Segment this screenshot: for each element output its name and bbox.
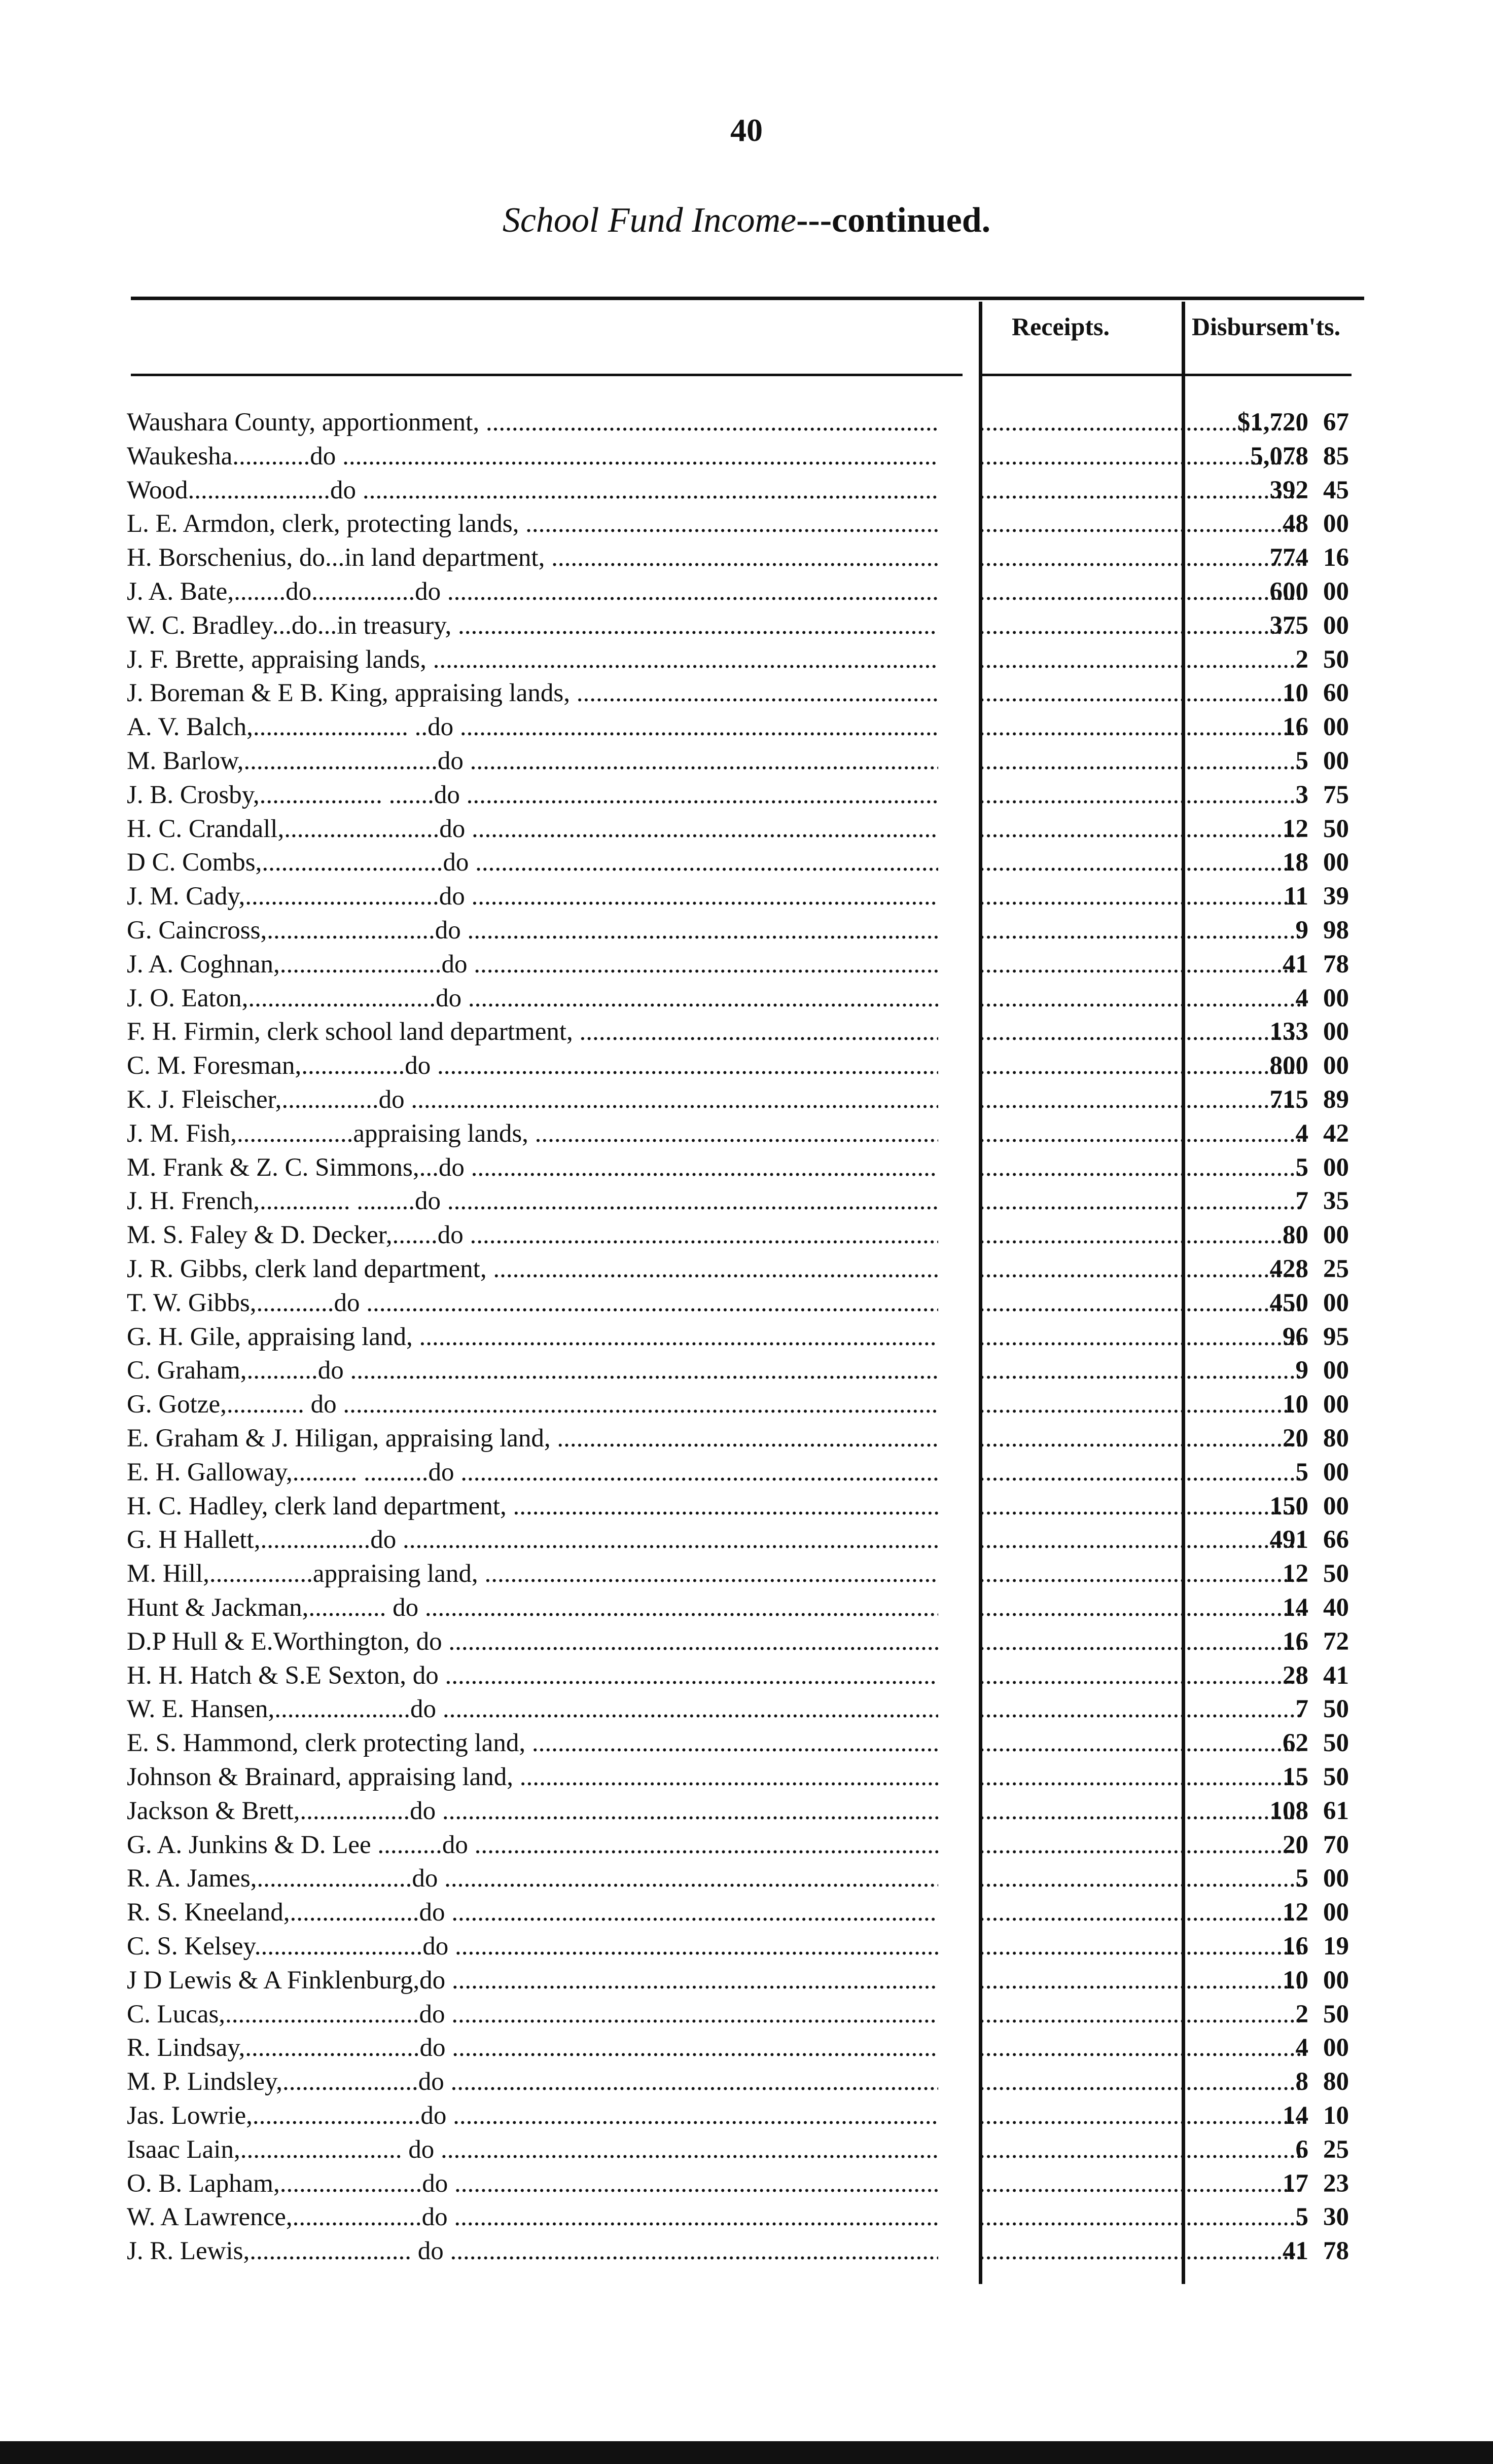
amount-cents: 23	[1323, 2169, 1349, 2198]
table-row	[127, 1659, 1369, 1692]
payee-name: E. S. Hammond, clerk protecting land, .....	[127, 1726, 938, 1760]
payee-name: J. A. Bate,........do................do .....	[127, 575, 938, 608]
table-row	[127, 1015, 1369, 1048]
payee-name: Waukesha............do .....	[127, 440, 938, 473]
payee-name: Hunt & Jackman,............ do .....	[127, 1591, 938, 1624]
table-row	[127, 507, 1369, 540]
amount-dollars: 10	[1283, 679, 1308, 707]
payee-name: W. C. Bradley...do...in treasury, .....	[127, 609, 938, 642]
table-row	[127, 1862, 1369, 1895]
amount-dollars: 9	[1295, 916, 1308, 945]
disbursements-header: Disbursem'ts.	[1192, 312, 1341, 341]
disbursement-amount	[1192, 1015, 1349, 1048]
amount-dollars: 392	[1269, 476, 1308, 504]
disbursement-amount	[1192, 440, 1349, 473]
disbursement-amount	[1192, 914, 1349, 947]
table-row	[127, 1320, 1369, 1354]
amount-cents: 80	[1323, 1424, 1349, 1453]
table-row	[127, 1523, 1369, 1556]
disbursement-amount	[1192, 1523, 1349, 1556]
amount-cents: 00	[1323, 2034, 1349, 2062]
table-row	[127, 575, 1369, 608]
amount-dollars: 133	[1269, 1018, 1308, 1046]
payee-name: Jas. Lowrie,..........................do .....	[127, 2099, 938, 2132]
disbursement-amount	[1192, 1354, 1349, 1387]
disbursement-amount	[1192, 1557, 1349, 1590]
amount-cents: 00	[1323, 1052, 1349, 1080]
amount-dollars: 20	[1283, 1831, 1308, 1859]
amount-dollars: 10	[1283, 1390, 1308, 1419]
disbursement-amount	[1192, 1625, 1349, 1658]
amount-cents: 50	[1323, 1695, 1349, 1723]
amount-cents: 00	[1323, 1898, 1349, 1927]
disbursement-amount	[1192, 1320, 1349, 1354]
table-row	[127, 406, 1369, 439]
disbursement-amount	[1192, 1286, 1349, 1320]
payee-name: A. V. Balch,........................ ..do .....	[127, 710, 938, 744]
title-continued: ---continued.	[796, 201, 991, 240]
amount-dollars: $1,720	[1237, 408, 1308, 437]
disbursement-amount	[1192, 1794, 1349, 1828]
payee-name: J. R. Lewis,......................... do .....	[127, 2234, 938, 2268]
amount-cents: 50	[1323, 2000, 1349, 2028]
amount-dollars: 715	[1269, 1085, 1308, 1114]
amount-dollars: 428	[1269, 1255, 1308, 1283]
payee-name: H. Borschenius, do...in land department, .....	[127, 541, 938, 574]
payee-name: H. C. Crandall,........................do .....	[127, 812, 938, 846]
payee-name: R. A. James,........................do .....	[127, 1862, 938, 1895]
amount-dollars: 9	[1295, 1356, 1308, 1385]
amount-dollars: 80	[1283, 1221, 1308, 1249]
amount-cents: 25	[1323, 2135, 1349, 2164]
amount-dollars: 108	[1269, 1797, 1308, 1825]
payee-name: J. Boreman & E B. King, appraising lands, .....	[127, 676, 938, 710]
amount-dollars: 12	[1283, 1560, 1308, 1588]
amount-dollars: 4	[1295, 1119, 1308, 1148]
table-row	[127, 1286, 1369, 1320]
disbursement-amount	[1192, 1252, 1349, 1286]
amount-cents: 72	[1323, 1627, 1349, 1656]
amount-dollars: 11	[1284, 882, 1308, 911]
payee-name: C. M. Foresman,................do .....	[127, 1049, 938, 1082]
payee-name: D C. Combs,............................do .....	[127, 846, 938, 879]
amount-cents: 42	[1323, 1119, 1349, 1148]
payee-name: Waushara County, apportionment, .....	[127, 406, 938, 439]
payee-name: J. H. French,.............. .........do .....	[127, 1184, 938, 1218]
amount-dollars: 375	[1269, 611, 1308, 640]
payee-name: O. B. Lapham,......................do .....	[127, 2167, 938, 2200]
table-row	[127, 1998, 1369, 2031]
amount-cents: 35	[1323, 1187, 1349, 1215]
amount-dollars: 6	[1295, 2135, 1308, 2164]
table-row	[127, 710, 1369, 744]
table-row	[127, 2200, 1369, 2234]
payee-name: M. P. Lindsley,.....................do .....	[127, 2065, 938, 2098]
amount-cents: 50	[1323, 1729, 1349, 1757]
table-top-rule	[131, 297, 1364, 300]
amount-dollars: 41	[1283, 950, 1308, 979]
amount-cents: 00	[1323, 1458, 1349, 1487]
amount-cents: 50	[1323, 1763, 1349, 1791]
amount-cents: 50	[1323, 815, 1349, 843]
amount-cents: 16	[1323, 543, 1349, 572]
amount-cents: 00	[1323, 1018, 1349, 1046]
amount-cents: 00	[1323, 713, 1349, 741]
payee-name: D.P Hull & E.Worthington, do .....	[127, 1625, 938, 1658]
table-row	[127, 1083, 1369, 1116]
amount-cents: 75	[1323, 781, 1349, 809]
disbursement-amount	[1192, 744, 1349, 778]
payee-name: M. Hill,................appraising land, .....	[127, 1557, 938, 1590]
disbursement-amount	[1192, 507, 1349, 540]
payee-name: E. H. Galloway,.......... ..........do .....	[127, 1456, 938, 1489]
amount-dollars: 14	[1283, 2101, 1308, 2130]
table-row	[127, 914, 1369, 947]
payee-name: J. M. Cady,..............................do .....	[127, 880, 938, 913]
disbursement-amount	[1192, 1388, 1349, 1421]
table-row	[127, 1794, 1369, 1828]
disbursement-amount	[1192, 609, 1349, 642]
amount-dollars: 2	[1295, 2000, 1308, 2028]
disbursement-amount	[1192, 1049, 1349, 1082]
amount-cents: 00	[1323, 611, 1349, 640]
amount-dollars: 7	[1295, 1695, 1308, 1723]
table-row	[127, 1557, 1369, 1590]
disbursement-amount	[1192, 2133, 1349, 2166]
payee-name: T. W. Gibbs,............do .....	[127, 1286, 938, 1320]
amount-cents: 66	[1323, 1526, 1349, 1554]
amount-dollars: 450	[1269, 1289, 1308, 1317]
payee-name: R. S. Kneeland,....................do .....	[127, 1896, 938, 1929]
table-row	[127, 474, 1369, 507]
payee-name: W. E. Hansen,.....................do .....	[127, 1692, 938, 1726]
amount-cents: 41	[1323, 1661, 1349, 1690]
payee-name: J. M. Fish,..................appraising lands, .....	[127, 1117, 938, 1150]
amount-cents: 00	[1323, 1390, 1349, 1419]
amount-dollars: 774	[1269, 543, 1308, 572]
amount-dollars: 5	[1295, 1153, 1308, 1182]
amount-dollars: 3	[1295, 781, 1308, 809]
amount-dollars: 150	[1269, 1492, 1308, 1520]
amount-cents: 61	[1323, 1797, 1349, 1825]
payee-name: Johnson & Brainard, appraising land, .....	[127, 1760, 938, 1794]
payee-name: H. C. Hadley, clerk land department, .....	[127, 1490, 938, 1523]
amount-cents: 00	[1323, 1864, 1349, 1893]
table-row	[127, 2133, 1369, 2166]
table-row	[127, 1184, 1369, 1218]
amount-dollars: 5	[1295, 747, 1308, 775]
payee-name: J. B. Crosby,................... .......do .....	[127, 778, 938, 812]
disbursement-amount	[1192, 880, 1349, 913]
payee-name: H. H. Hatch & S.E Sexton, do .....	[127, 1659, 938, 1692]
disbursement-amount	[1192, 2065, 1349, 2098]
table-row	[127, 2234, 1369, 2268]
page-number: 40	[730, 112, 763, 148]
amount-dollars: 62	[1283, 1729, 1308, 1757]
scan-edge-bar	[0, 2441, 1493, 2464]
amount-dollars: 4	[1295, 2034, 1308, 2062]
table-row	[127, 609, 1369, 642]
table-row	[127, 1388, 1369, 1421]
table-row	[127, 880, 1369, 913]
payee-name: G. Caincross,..........................do .....	[127, 914, 938, 947]
amount-dollars: 5,078	[1250, 442, 1308, 470]
table-row	[127, 1490, 1369, 1523]
amount-dollars: 600	[1269, 577, 1308, 606]
amount-cents: 25	[1323, 1255, 1349, 1283]
disbursement-amount	[1192, 676, 1349, 710]
amount-cents: 00	[1323, 510, 1349, 538]
table-row	[127, 1930, 1369, 1963]
payee-name: Isaac Lain,......................... do .....	[127, 2133, 938, 2166]
table-row	[127, 2099, 1369, 2132]
table-row	[127, 2031, 1369, 2064]
payee-name: J. O. Eaton,.............................do .....	[127, 982, 938, 1015]
disbursement-amount	[1192, 1591, 1349, 1624]
disbursement-amount	[1192, 1184, 1349, 1218]
table-row	[127, 1726, 1369, 1760]
amount-dollars: 20	[1283, 1424, 1308, 1453]
amount-dollars: 15	[1283, 1763, 1308, 1791]
table-row	[127, 2167, 1369, 2200]
amount-dollars: 800	[1269, 1052, 1308, 1080]
table-row	[127, 676, 1369, 710]
disbursement-amount	[1192, 846, 1349, 879]
payee-name: G. H. Gile, appraising land, .....	[127, 1320, 938, 1354]
amount-cents: 00	[1323, 1289, 1349, 1317]
disbursement-amount	[1192, 1964, 1349, 1997]
payee-name: W. A Lawrence,....................do .....	[127, 2200, 938, 2234]
receipts-header: Receipts.	[1012, 312, 1110, 341]
disbursement-amount	[1192, 1760, 1349, 1794]
table-row	[127, 812, 1369, 846]
payee-name: J. A. Coghnan,.........................do .....	[127, 948, 938, 981]
disbursement-amount	[1192, 1151, 1349, 1184]
amount-dollars: 17	[1283, 2169, 1308, 2198]
disbursement-amount	[1192, 710, 1349, 744]
amount-dollars: 12	[1283, 815, 1308, 843]
amount-cents: 50	[1323, 1560, 1349, 1588]
header-bottom-rule-right	[981, 374, 1352, 376]
disbursement-amount	[1192, 982, 1349, 1015]
disbursement-amount	[1192, 1998, 1349, 2031]
payee-name: M. Frank & Z. C. Simmons,...do .....	[127, 1151, 938, 1184]
header-bottom-rule-left	[131, 374, 963, 376]
amount-dollars: 491	[1269, 1526, 1308, 1554]
amount-dollars: 28	[1283, 1661, 1308, 1690]
disbursement-amount	[1192, 541, 1349, 574]
amount-dollars: 12	[1283, 1898, 1308, 1927]
table-row	[127, 1625, 1369, 1658]
table-row	[127, 1760, 1369, 1794]
disbursement-amount	[1192, 1659, 1349, 1692]
payee-name: M. Barlow,..............................do .....	[127, 744, 938, 778]
table-row	[127, 982, 1369, 1015]
disbursement-amount	[1192, 1117, 1349, 1150]
page-title	[0, 200, 1493, 241]
table-row	[127, 1964, 1369, 1997]
amount-dollars: 16	[1283, 713, 1308, 741]
amount-cents: 40	[1323, 1593, 1349, 1622]
amount-cents: 00	[1323, 747, 1349, 775]
disbursement-amount	[1192, 1490, 1349, 1523]
table-row	[127, 1456, 1369, 1489]
amount-cents: 00	[1323, 1356, 1349, 1385]
payee-name: J. R. Gibbs, clerk land department, .....	[127, 1252, 938, 1286]
disbursement-amount	[1192, 1422, 1349, 1455]
amount-dollars: 5	[1295, 1864, 1308, 1893]
amount-cents: 80	[1323, 2068, 1349, 2096]
amount-cents: 00	[1323, 984, 1349, 1012]
disbursement-amount	[1192, 812, 1349, 846]
disbursement-amount	[1192, 1930, 1349, 1963]
disbursement-amount	[1192, 1726, 1349, 1760]
amount-cents: 00	[1323, 1153, 1349, 1182]
payee-name: G. H Hallett,.................do .....	[127, 1523, 938, 1556]
disbursement-amount	[1192, 474, 1349, 507]
payee-name: Jackson & Brett,.................do .....	[127, 1794, 938, 1828]
table-row	[127, 643, 1369, 676]
amount-cents: 50	[1323, 645, 1349, 674]
disbursement-amount	[1192, 575, 1349, 608]
amount-dollars: 48	[1283, 510, 1308, 538]
amount-cents: 67	[1323, 408, 1349, 437]
disbursement-amount	[1192, 2031, 1349, 2064]
table-row	[127, 440, 1369, 473]
table-row	[127, 1218, 1369, 1252]
payee-name: K. J. Fleischer,...............do .....	[127, 1083, 938, 1116]
table-row	[127, 541, 1369, 574]
amount-dollars: 96	[1283, 1323, 1308, 1351]
amount-cents: 89	[1323, 1085, 1349, 1114]
table-row	[127, 1117, 1369, 1150]
table-row	[127, 2065, 1369, 2098]
amount-cents: 45	[1323, 476, 1349, 504]
payee-name: Wood......................do .....	[127, 474, 938, 507]
payee-name: E. Graham & J. Hiligan, appraising land, .....	[127, 1422, 938, 1455]
disbursement-amount	[1192, 1456, 1349, 1489]
amount-cents: 19	[1323, 1932, 1349, 1961]
amount-dollars: 41	[1283, 2237, 1308, 2265]
disbursement-amount	[1192, 1896, 1349, 1929]
disbursement-amount	[1192, 1828, 1349, 1862]
amount-cents: 39	[1323, 882, 1349, 911]
disbursement-amount	[1192, 2167, 1349, 2200]
amount-dollars: 5	[1295, 2203, 1308, 2231]
amount-dollars: 14	[1283, 1593, 1308, 1622]
amount-cents: 00	[1323, 1492, 1349, 1520]
amount-cents: 00	[1323, 1221, 1349, 1249]
table-row	[127, 1591, 1369, 1624]
disbursement-amount	[1192, 948, 1349, 981]
amount-dollars: 16	[1283, 1932, 1308, 1961]
amount-cents: 78	[1323, 2237, 1349, 2265]
amount-cents: 60	[1323, 679, 1349, 707]
payee-name: J D Lewis & A Finklenburg,do .....	[127, 1964, 938, 1997]
disbursement-amount	[1192, 1692, 1349, 1726]
table-row	[127, 778, 1369, 812]
payee-name: C. Graham,...........do .....	[127, 1354, 938, 1387]
amount-dollars: 8	[1295, 2068, 1308, 2096]
disbursement-amount	[1192, 778, 1349, 812]
amount-cents: 00	[1323, 1966, 1349, 1995]
amount-cents: 98	[1323, 916, 1349, 945]
payee-name: G. Gotze,............ do .....	[127, 1388, 938, 1421]
title-main: School Fund Income	[502, 201, 797, 240]
disbursement-amount	[1192, 1862, 1349, 1895]
amount-cents: 85	[1323, 442, 1349, 470]
amount-dollars: 10	[1283, 1966, 1308, 1995]
amount-cents: 00	[1323, 577, 1349, 606]
amount-dollars: 5	[1295, 1458, 1308, 1487]
payee-name: C. S. Kelsey..........................do .....	[127, 1930, 938, 1963]
disbursement-amount	[1192, 406, 1349, 439]
amount-cents: 10	[1323, 2101, 1349, 2130]
amount-cents: 70	[1323, 1831, 1349, 1859]
table-row	[127, 1692, 1369, 1726]
amount-cents: 78	[1323, 950, 1349, 979]
table-row	[127, 744, 1369, 778]
payee-name: L. E. Armdon, clerk, protecting lands, .....	[127, 507, 938, 540]
amount-dollars: 4	[1295, 984, 1308, 1012]
disbursement-amount	[1192, 1083, 1349, 1116]
table-row	[127, 1049, 1369, 1082]
payee-name: M. S. Faley & D. Decker,.......do .....	[127, 1218, 938, 1252]
disbursement-amount	[1192, 2099, 1349, 2132]
table-row	[127, 1422, 1369, 1455]
amount-cents: 00	[1323, 848, 1349, 877]
disbursement-amount	[1192, 1218, 1349, 1252]
table-row	[127, 948, 1369, 981]
amount-dollars: 16	[1283, 1627, 1308, 1656]
disbursement-amount	[1192, 2234, 1349, 2268]
payee-name: C. Lucas,..............................do .....	[127, 1998, 938, 2031]
table-row	[127, 1151, 1369, 1184]
table-row	[127, 1828, 1369, 1862]
amount-cents: 30	[1323, 2203, 1349, 2231]
payee-name: J. F. Brette, appraising lands, .....	[127, 643, 938, 676]
disbursement-amount	[1192, 2200, 1349, 2234]
disbursement-amount	[1192, 643, 1349, 676]
table-row	[127, 1354, 1369, 1387]
payee-name: F. H. Firmin, clerk school land department, .....	[127, 1015, 938, 1048]
table-row	[127, 846, 1369, 879]
payee-name: R. Lindsay,...........................do .....	[127, 2031, 938, 2064]
amount-cents: 95	[1323, 1323, 1349, 1351]
amount-dollars: 2	[1295, 645, 1308, 674]
amount-dollars: 7	[1295, 1187, 1308, 1215]
amount-dollars: 18	[1283, 848, 1308, 877]
payee-name: G. A. Junkins & D. Lee ..........do .....	[127, 1828, 938, 1862]
table-row	[127, 1252, 1369, 1286]
table-row	[127, 1896, 1369, 1929]
